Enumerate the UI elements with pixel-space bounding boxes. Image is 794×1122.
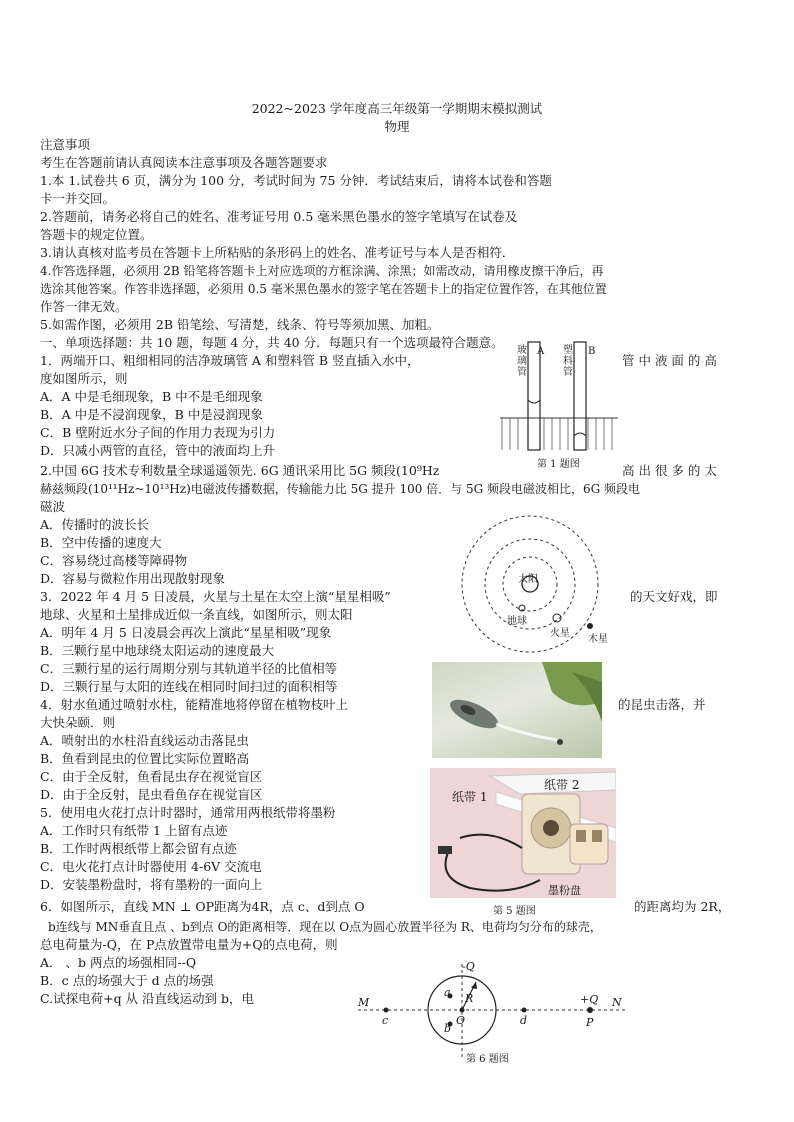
q6-c-label: c: [382, 1014, 389, 1027]
q4-stem-cont2: 大快朵颐．则: [40, 715, 116, 730]
notice-line: 5.如需作图，必须用 2B 铅笔绘、写清楚，线条、符号等须加黑、加粗。: [40, 317, 440, 332]
notice-line: 答题卡的规定位置。: [40, 227, 153, 242]
q1-option-a: A．A 中是毛细现象，B 中不是毛细现象: [40, 389, 263, 404]
q6-option-b: B．c 点的场强大于 d 点的场强: [40, 973, 214, 988]
notice-line: 选涂其他答案。作答非选择题，必须用 0.5 毫米黑色墨水的签字笔在答题卡上的指定位置作答，在其他位置: [40, 282, 607, 296]
q6-p-label: P: [586, 1016, 594, 1029]
q3-mars-label: 火星: [550, 628, 570, 639]
q3-option-a: A．明年 4 月 5 日凌晨会再次上演此“星星相吸”现象: [40, 625, 332, 640]
q1-stem-cont: 管 中 液 面 的 高: [622, 353, 717, 368]
q6-stem-cont: 的距离均为 2R，: [634, 899, 731, 914]
q4-stem: 4．射水鱼通过喷射水柱，能精准地将停留在植物枝叶上: [40, 697, 348, 712]
q3-sun-label: 太阳: [518, 574, 538, 585]
q1-stem-cont2: 度如图所示，则: [40, 371, 128, 386]
q3-earth-label: 地球: [507, 616, 527, 627]
q5-tape2-label: 纸带 2: [544, 778, 580, 792]
q3-option-c: C．三颗行星的运行周期分别与其轨道半径的比值相等: [40, 661, 338, 676]
q4-option-c: C．由于全反射，鱼看昆虫存在视觉盲区: [40, 769, 263, 784]
q1-option-b: B．A 中是不浸润现象，B 中是浸润现象: [40, 407, 263, 422]
q2-stem: 2.中国 6G 技术专利数量全球遥遥领先. 6G 通讯采用比 5G 频段(10⁹Hz: [40, 463, 440, 478]
notice-line: 考生在答题前请认真阅读本注意事项及各题答题要求: [40, 155, 328, 170]
q6-stem-cont2: b连线与 MN垂直且点 、b到点 O的距离相等．现在以 O点为圆心放置半径为 R、电荷均匀分布的球壳，: [48, 920, 602, 934]
q5-option-c: C．电火花打点计时器使用 4-6V 交流电: [40, 859, 262, 874]
q6-field-figure: [350, 960, 640, 1060]
q5-option-a: A．工作时只有纸带 1 上留有点迹: [40, 823, 228, 838]
q6-b-label: b: [444, 1022, 452, 1035]
q5-caption: 第 5 题图: [493, 906, 536, 917]
q6-caption: 第 6 题图: [466, 1054, 509, 1065]
q2-option-c: C．容易绕过高楼等障碍物: [40, 553, 188, 568]
q3-stem-cont: 的天文好戏，即: [630, 589, 718, 604]
q5-option-b: B．工作时两根纸带上都会留有点迹: [40, 841, 237, 856]
q5-tape1-label: 纸带 1: [452, 790, 488, 804]
q4-option-b: B．鱼看到昆虫的位置比实际位置略高: [40, 751, 250, 766]
q6-stem: 6．如图所示，直线 MN ⊥ OP距离为4R，点 c、d到点 O: [40, 899, 365, 914]
q2-stem-cont3: 磁波: [40, 499, 66, 514]
q4-option-a: A．喷射出的水柱沿直线运动击落昆虫: [40, 733, 250, 748]
q1-option-c: C．B 壁附近水分子间的作用力表现为引力: [40, 425, 276, 440]
q3-stem: 3．2022 年 4 月 5 日凌晨，火星与土星在太空上演“星星相吸”: [40, 589, 391, 604]
q6-plus-q-label: +Q: [580, 993, 599, 1006]
q3-stem-cont2: 地球、火星和土星排成近似一条直线，如图所示，则太阳: [40, 607, 353, 622]
q6-minus-q-label: -Q: [462, 960, 475, 973]
q2-stem-cont: 高 出 很 多 的 太: [622, 463, 717, 478]
q2-option-d: D．容易与微粒作用出现散射现象: [40, 571, 226, 586]
notice-line: 卡一并交回。: [40, 191, 116, 206]
archerfish-photo: [432, 662, 602, 758]
q2-option-a: A．传播时的波长长: [40, 517, 150, 532]
q1-option-d: D．只减小两管的直径，管中的液面均上升: [40, 443, 276, 458]
q6-a-label: a: [444, 986, 451, 999]
q4-stem-cont: 的昆虫击落，并: [618, 697, 706, 712]
q1-stem: 1．两端开口、粗细相同的洁净玻璃管 A 和塑料管 B 竖直插入水中，: [40, 353, 420, 368]
q1-tube-b-name: 塑料管: [563, 345, 573, 378]
notice-line: 1.本 1.试卷共 6 页，满分为 100 分，考试时间为 75 分钟．考试结束后，请将本试卷和答题: [40, 173, 552, 188]
q6-n-label: N: [612, 996, 622, 1009]
q3-option-d: D．三颗行星与太阳的连线在相同时间扫过的面积相等: [40, 679, 338, 694]
notice-line: 4.作答选择题，必须用 2B 铅笔将答题卡上对应选项的方框涂满、涂黑；如需改动，请用橡皮擦干净后，再: [40, 264, 604, 278]
q6-option-c: C.试探电荷+q 从 沿直线运动到 b，电: [40, 991, 254, 1006]
q1-caption: 第 1 题图: [537, 459, 580, 470]
q1-tube-a-name: 玻璃管: [517, 345, 527, 378]
q3-saturn-label: 木星: [588, 634, 608, 645]
q6-o-label: O: [456, 1014, 466, 1027]
q6-m-label: M: [358, 996, 370, 1009]
notice-heading: 注意事项: [40, 137, 91, 152]
q2-stem-cont2: 赫兹频段(10¹¹Hz~10¹³Hz)电磁波传播数据，传输能力比 5G 提升 100 倍．与 5G 频段电磁波相比，6G 频段电: [40, 482, 641, 496]
q2-option-b: B．空中传播的速度大: [40, 535, 162, 550]
q1-label-b: B: [588, 346, 596, 357]
q1-label-a: A: [537, 346, 545, 357]
q4-option-d: D．由于全反射，昆虫看鱼存在视觉盲区: [40, 787, 263, 802]
notice-line: 3.请认真核对监考员在答题卡上所粘贴的条形码上的姓名、准考证号与本人是否相符．: [40, 245, 515, 260]
subject-title: 物理: [384, 119, 410, 134]
q5-option-d: D．安装墨粉盘时，将有墨粉的一面向上: [40, 877, 263, 892]
q6-r-label: R: [465, 992, 474, 1005]
q5-stem: 5．使用电火花打点计时器时，通常用两根纸带将墨粉: [40, 805, 336, 820]
exam-title: 2022~2023 学年度高三年级第一学期期末模拟测试: [251, 101, 543, 116]
q5-disc-label: 墨粉盘: [548, 884, 581, 897]
q6-stem-cont3: 总电荷量为-Q，在 P点放置带电量为+Q的点电荷，则: [40, 937, 338, 952]
q6-d-label: d: [520, 1014, 528, 1027]
notice-line: 2.答题前，请务必将自己的姓名、准考证号用 0.5 毫米黑色墨水的签字笔填写在试卷及: [40, 209, 518, 224]
notice-line: 作答一律无效。: [40, 299, 128, 314]
section-heading: 一、单项选择题：共 10 题，每题 4 分，共 40 分．每题只有一个选项最符合题意。: [40, 335, 504, 350]
q3-option-b: B．三颗行星中地球绕太阳运动的速度最大: [40, 643, 275, 658]
q6-option-a: A． 、b 两点的场强相同--Q: [40, 955, 197, 970]
